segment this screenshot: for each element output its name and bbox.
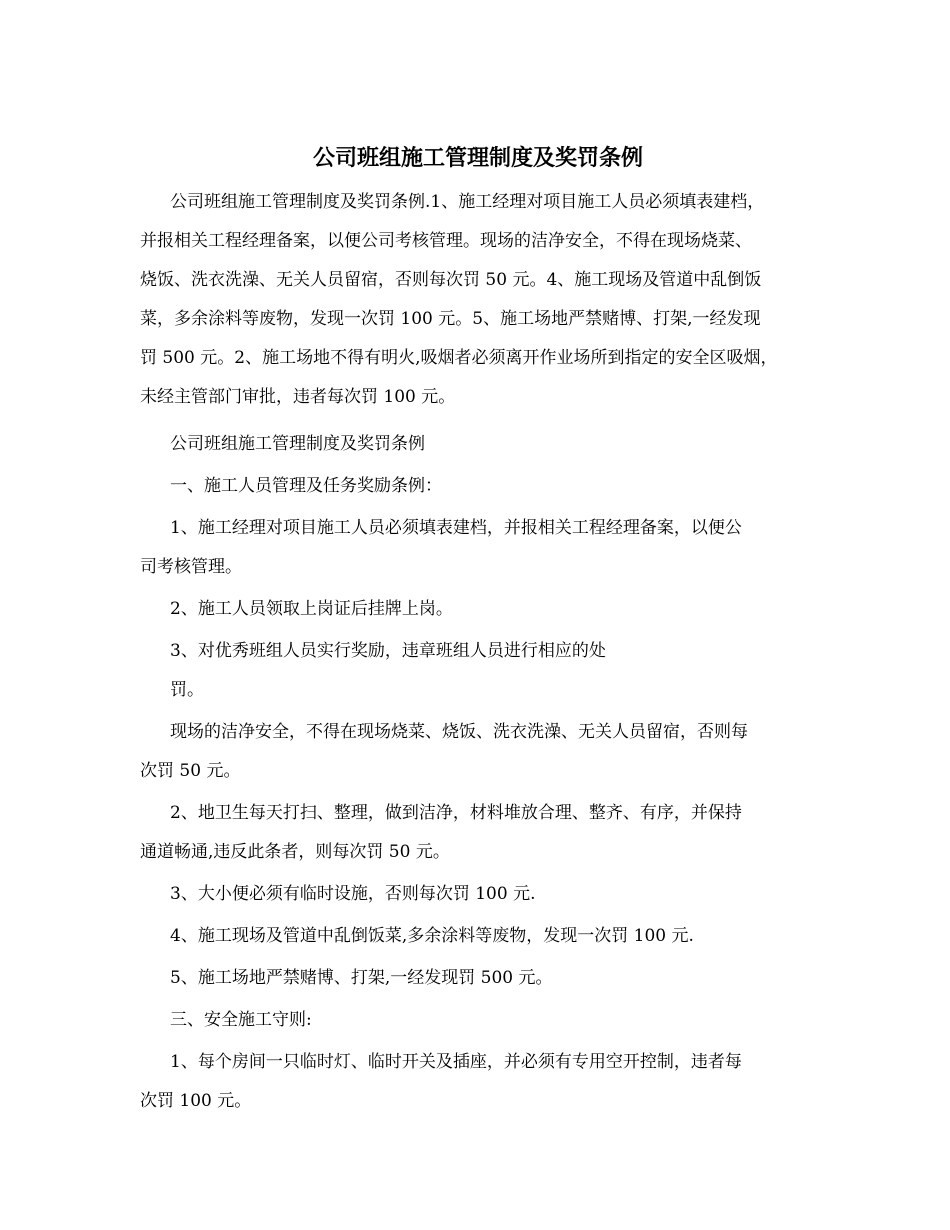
paragraph-line: 公司班组施工管理制度及奖罚条例 — [170, 434, 425, 454]
section-heading: 三、安全施工守则: — [170, 1010, 312, 1030]
paragraph-line: 未经主管部门审批，违者每次罚 100 元。 — [140, 387, 456, 407]
paragraph-line: 1、每个房间一只临时灯、临时开关及插座，并必须有专用空开控制，违者每 — [170, 1052, 742, 1072]
paragraph-line: 烧饭、洗衣洗澡、无关人员留宿，否则每次罚 50 元。4、施工现场及管道中乱倒饭 — [140, 270, 762, 290]
paragraph-line: 3、对优秀班组人员实行奖励，违章班组人员进行相应的处 — [170, 641, 606, 661]
paragraph-line: 2、施工人员领取上岗证后挂牌上岗。 — [170, 599, 453, 619]
paragraph-line: 罚。 — [170, 680, 204, 700]
paragraph-line: 公司班组施工管理制度及奖罚条例.1、施工经理对项目施工人员必须填表建档， — [170, 192, 765, 212]
paragraph-line: 3、大小便必须有临时设施，否则每次罚 100 元. — [170, 884, 536, 904]
section-heading: 一、施工人员管理及任务奖励条例： — [170, 476, 442, 496]
paragraph-line: 罚 500 元。2、施工场地不得有明火,吸烟者必须离开作业场所到指定的安全区吸烟， — [140, 348, 778, 368]
paragraph-line: 次罚 50 元。 — [140, 761, 241, 781]
paragraph-line: 1、施工经理对项目施工人员必须填表建档，并报相关工程经理备案，以便公 — [170, 518, 742, 538]
paragraph-line: 次罚 100 元。 — [140, 1091, 252, 1111]
paragraph-line: 并报相关工程经理备案，以便公司考核管理。现场的洁净安全，不得在现场烧菜、 — [140, 231, 752, 251]
paragraph-line: 菜，多余涂料等废物，发现一次罚 100 元。5、施工场地严禁赌博、打架,一经发现 — [140, 309, 761, 329]
paragraph-line: 5、施工场地严禁赌博、打架,一经发现罚 500 元。 — [170, 968, 553, 988]
paragraph-line: 2、地卫生每天打扫、整理，做到洁净，材料堆放合理、整齐、有序，并保持 — [170, 803, 742, 823]
paragraph-line: 4、施工现场及管道中乱倒饭菜,多余涂料等废物，发现一次罚 100 元. — [170, 926, 694, 946]
paragraph-line: 通道畅通,违反此条者，则每次罚 50 元。 — [140, 842, 450, 862]
document-title: 公司班组施工管理制度及奖罚条例 — [312, 145, 643, 171]
paragraph-line: 现场的洁净安全，不得在现场烧菜、烧饭、洗衣洗澡、无关人员留宿，否则每 — [170, 722, 748, 742]
paragraph-line: 司考核管理。 — [140, 557, 242, 577]
